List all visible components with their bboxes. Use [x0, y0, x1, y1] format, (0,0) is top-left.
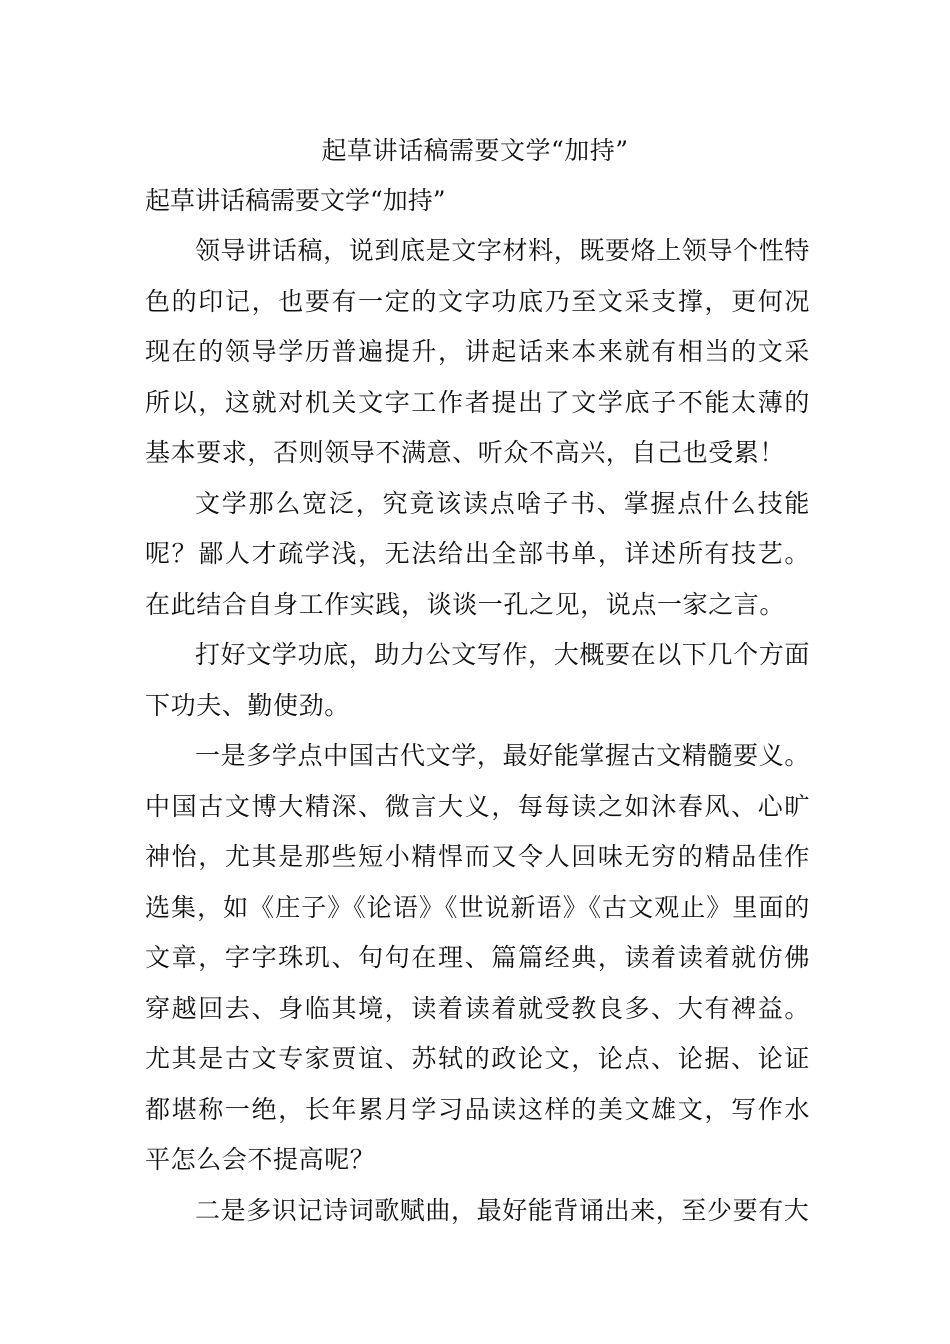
paragraph-question: 文学那么宽泛，究竟该读点啥子书、掌握点什么技能呢？鄙人才疏学浅，无法给出全部书单，详述所有技艺。在此结合自身工作实践，谈谈一孔之见，说点一家之言。 — [145, 488, 810, 619]
paragraph-point-one: 一是多学点中国古代文学，最好能掌握古文精髓要义。中国古文博大精深、微言大义，每每读之如沐春风、心旷神怡，尤其是那些短小精悍而又令人回味无穷的精品佳作选集，如《庄子》《论语》《世说新语》《古文观止》里面的文章，字字珠玑、句句在理、篇篇经典，读着读着就仿佛穿越回去、身临其境，读着读着就受教良多、大有裨益。尤其是古文专家贾谊、苏轼的政论文，论点、论据、论证都堪称一绝，长年累月学习品读这样的美文雄文，写作水平怎么会不提高呢？ — [145, 741, 810, 1174]
paragraph-point-two: 二是多识记诗词歌赋曲，最好能背诵出来，至少要有大 — [195, 1195, 810, 1225]
paragraph-overview: 打好文学功底，助力公文写作，大概要在以下几个方面下功夫、勤使劲。 — [145, 640, 810, 720]
paragraph-intro: 领导讲话稿，说到底是文字材料，既要烙上领导个性特色的印记，也要有一定的文字功底乃至文采支撑，更何况现在的领导学历普遍提升，讲起话来本来就有相当的文采所以，这就对机关文字工作者提出了文学底子不能太薄的基本要求，否则领导不满意、听众不高兴，自己也受累！ — [145, 236, 810, 467]
document-body — [145, 176, 810, 1236]
document-title: 起草讲话稿需要文学“加持” — [321, 136, 629, 165]
document-subtitle: 起草讲话稿需要文学“加持” — [145, 186, 446, 215]
